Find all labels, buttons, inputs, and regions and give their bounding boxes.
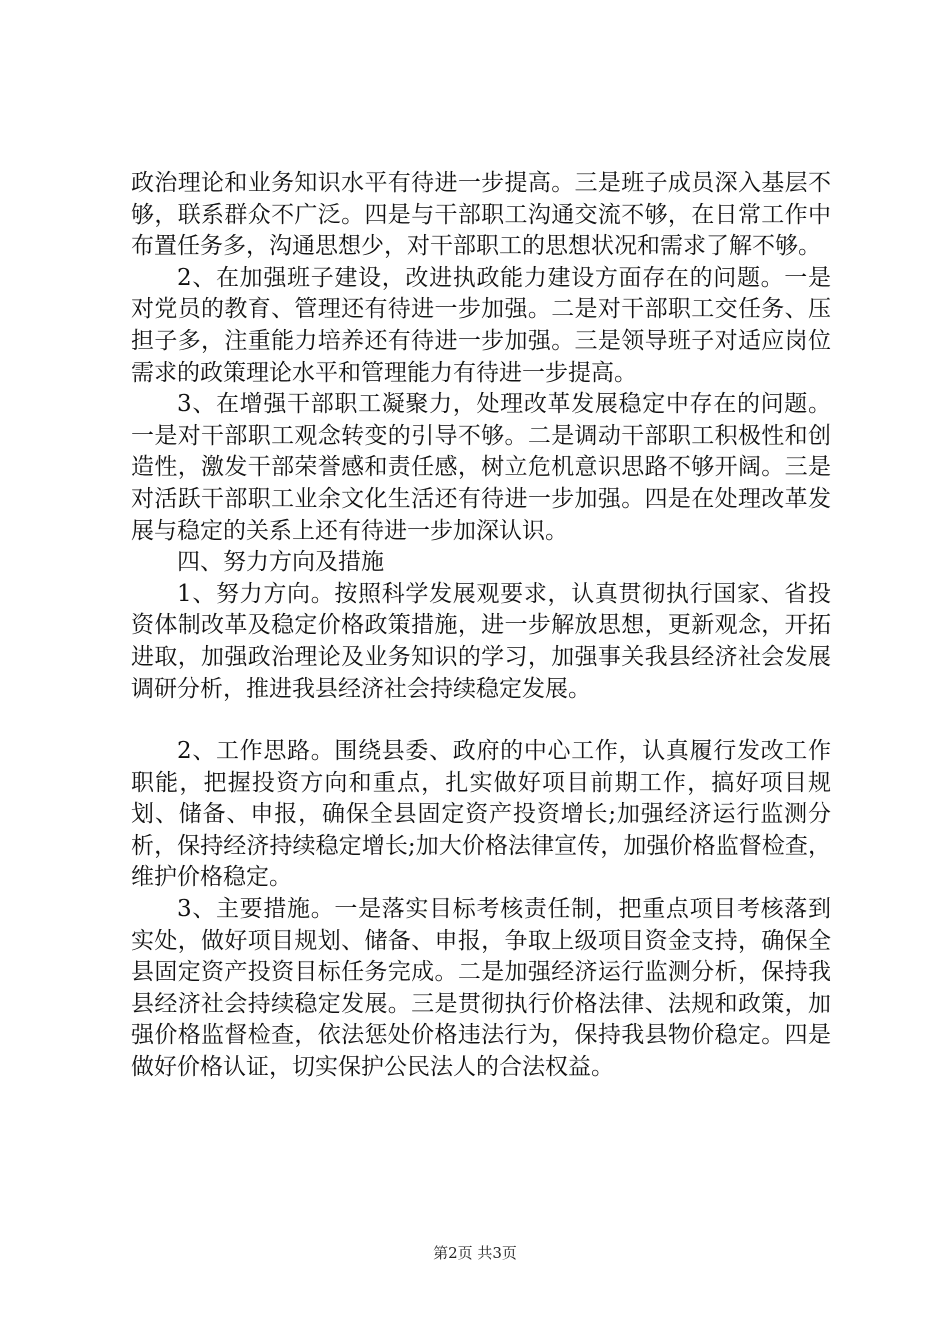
paragraph-item-3-cohesion: 3、在增强干部职工凝聚力，处理改革发展稳定中存在的问题。一是对干部职工观念转变的引导不够。二是调动干部职工积极性和创造性，激发干部荣誉感和责任感，树立危机意识思路不够开阔。三是对活跃干部职工业余文化生活还有待进一步加强。四是在处理改革发展与稳定的关系上还有待进一步加深认识。	[131, 391, 831, 544]
paragraph-continuation: 政治理论和业务知识水平有待进一步提高。三是班子成员深入基层不够，联系群众不广泛。四是与干部职工沟通交流不够，在日常工作中布置任务多，沟通思想少，对干部职工的思想状况和需求了解不够。	[131, 170, 831, 260]
page-number-footer: 第2页 共3页	[433, 1244, 517, 1262]
paragraph-main-measures: 3、主要措施。一是落实目标考核责任制，把重点项目考核落到实处，做好项目规划、储备、申报，争取上级项目资金支持，确保全县固定资产投资目标任务完成。二是加强经济运行监测分析，保持我县经济社会持续稳定发展。三是贯彻执行价格法律、法规和政策，加强价格监督检查，依法惩处价格违法行为，保持我县物价稳定。四是做好价格认证，切实保护公民法人的合法权益。	[131, 896, 831, 1081]
section-heading-direction-measures: 四、努力方向及措施	[177, 549, 384, 576]
paragraph-direction: 1、努力方向。按照科学发展观要求，认真贯彻执行国家、省投资体制改革及稳定价格政策措施，进一步解放思想，更新观念，开拓进取，加强政治理论及业务知识的学习，加强事关我县经济社会发展调研分析，推进我县经济社会持续稳定发展。	[131, 580, 831, 702]
paragraph-work-ideas: 2、工作思路。围绕县委、政府的中心工作，认真履行发改工作职能，把握投资方向和重点，扎实做好项目前期工作，搞好项目规划、储备、申报，确保全县固定资产投资增长;加强经济运行监测分析，保持经济持续稳定增长;加大价格法律宣传，加强价格监督检查，维护价格稳定。	[131, 738, 831, 891]
document-body	[131, 168, 831, 1084]
paragraph-item-2-team-building: 2、在加强班子建设，改进执政能力建设方面存在的问题。一是对党员的教育、管理还有待进一步加强。二是对干部职工交任务、压担子多，注重能力培养还有待进一步加强。三是领导班子对适应岗位需求的政策理论水平和管理能力有待进一步提高。	[131, 264, 831, 386]
